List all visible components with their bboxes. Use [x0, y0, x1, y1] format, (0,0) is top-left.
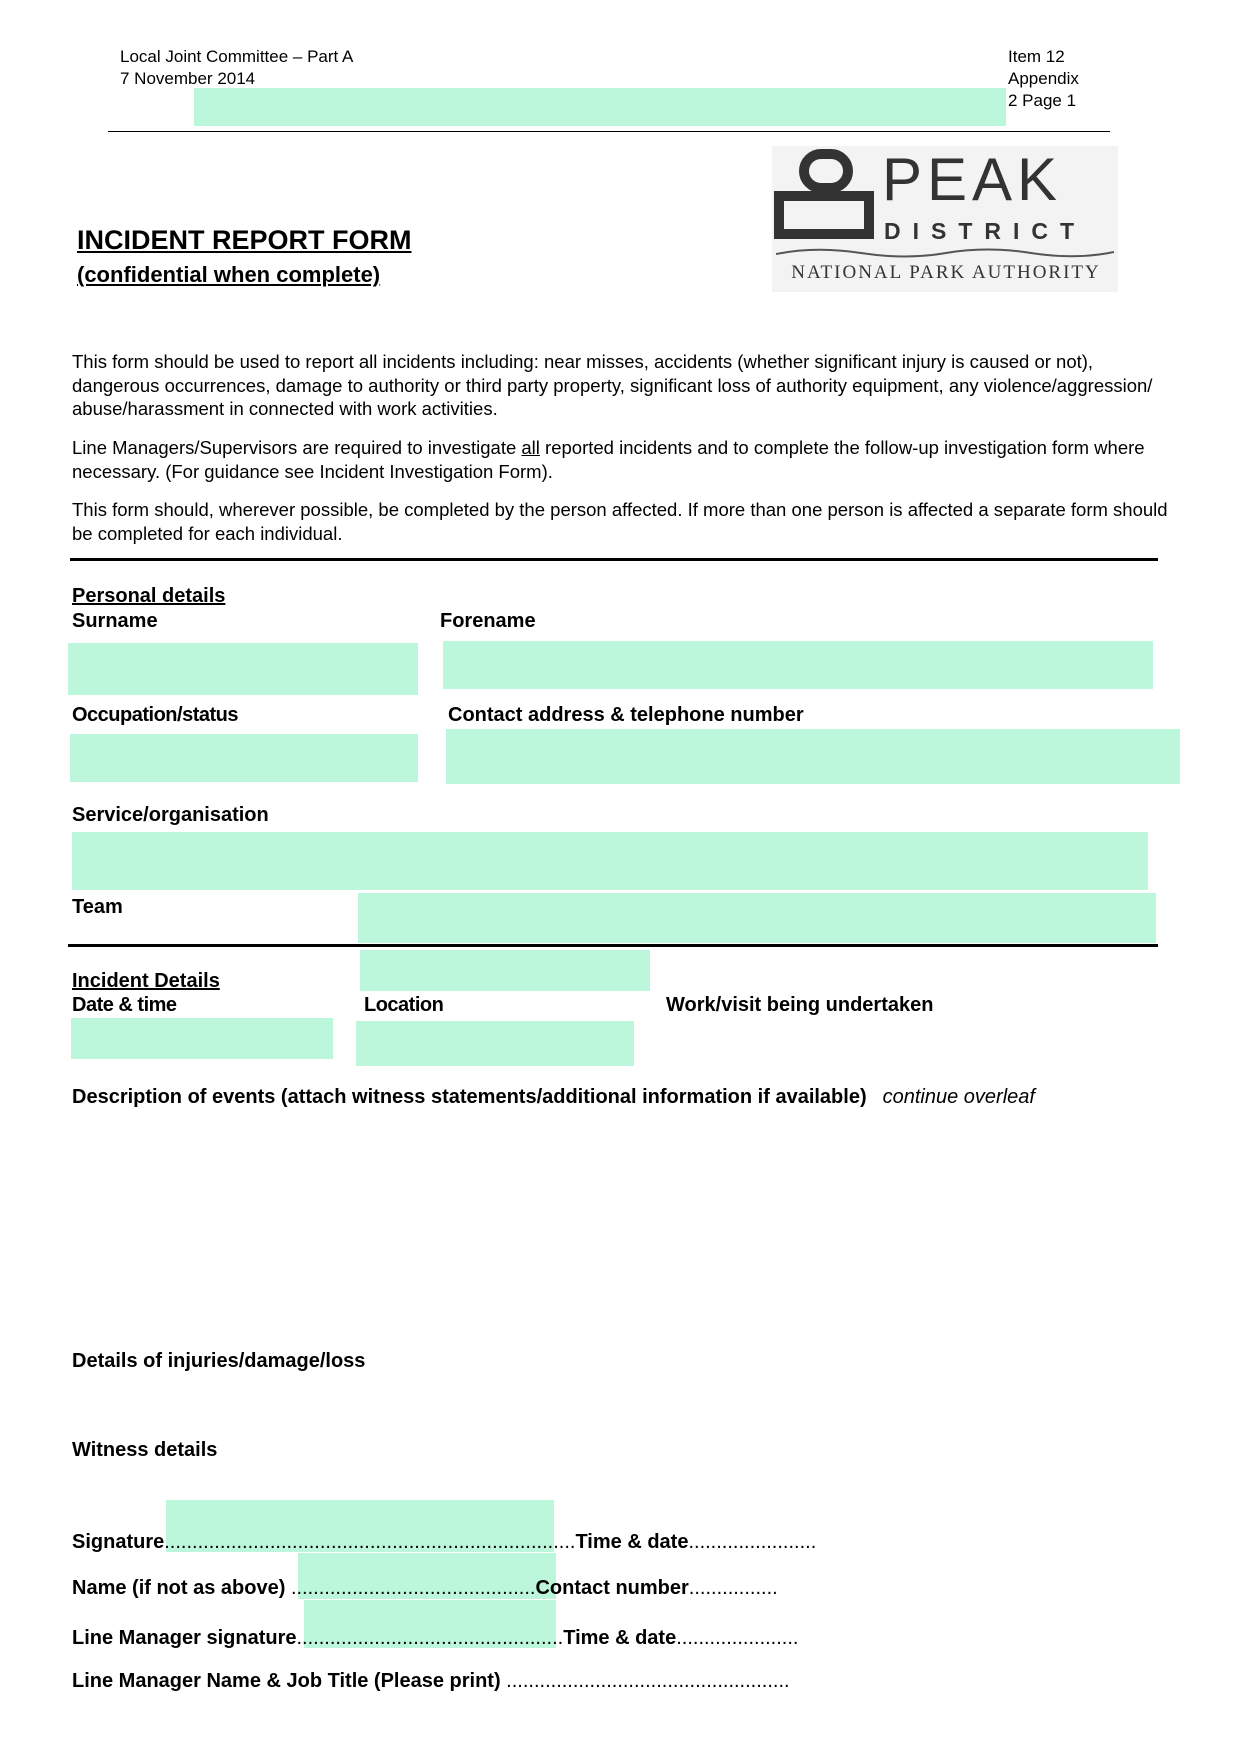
header-divider [108, 131, 1110, 132]
header-right [1008, 46, 1079, 112]
description-label: Description of events (attach witness statements/additional information if available) continue overleaf [72, 1086, 1035, 1108]
logo-emblem-icon [772, 146, 882, 242]
datetime-field[interactable] [71, 1018, 333, 1059]
occupation-field[interactable] [70, 734, 418, 782]
line-manager-signature-row: Line Manager signature................................................Time & date...................... [72, 1627, 799, 1649]
incident-extra-field[interactable] [360, 950, 650, 991]
forename-field[interactable] [443, 641, 1153, 689]
committee-label: Local Joint Committee – Part A [120, 47, 354, 66]
team-field[interactable] [358, 893, 1156, 943]
datetime-label: Date & time [72, 994, 177, 1016]
header-left [120, 46, 353, 90]
logo-peak-text: PEAK [882, 146, 1063, 213]
intro-paragraph-2: Line Managers/Supervisors are required to investigate all reported incidents and to complete the follow-up investigation form where necessary. (For guidance see Incident Investigation Form). [72, 437, 1145, 482]
surname-label: Surname [72, 610, 158, 632]
contact-address-field[interactable] [446, 729, 1180, 784]
incident-details-heading: Incident Details [72, 970, 220, 992]
page-number: 2 Page 1 [1008, 91, 1077, 110]
form-title: INCIDENT REPORT FORM [77, 225, 412, 255]
forename-label: Forename [440, 610, 536, 632]
logo-wave-icon [776, 246, 1114, 260]
signature-row: Signature..........................................................................Time & date....................... [72, 1531, 817, 1553]
form-subtitle: (confidential when complete) [77, 262, 381, 287]
intro-paragraph-3: This form should, wherever possible, be completed by the person affected. If more than one person is affected a separate form should be completed for each individual. [72, 499, 1168, 544]
contact-address-label: Contact address & telephone number [448, 704, 804, 726]
service-label: Service/organisation [72, 804, 269, 826]
header-redaction-field[interactable] [194, 88, 1006, 126]
witness-label: Witness details [72, 1439, 218, 1461]
injuries-label: Details of injuries/damage/loss [72, 1350, 366, 1372]
meeting-date: 7 November 2014 [120, 69, 256, 88]
item-number: Item 12 [1008, 47, 1065, 66]
line-manager-name-row: Line Manager Name & Job Title (Please print) ................................................... [72, 1670, 790, 1692]
peak-district-logo [772, 146, 1118, 292]
location-label: Location [364, 994, 444, 1016]
occupation-label: Occupation/status [72, 704, 238, 726]
section-divider-2 [68, 944, 1158, 947]
logo-authority-text: NATIONAL PARK AUTHORITY [791, 262, 1101, 283]
personal-details-heading: Personal details [72, 585, 226, 607]
location-field[interactable] [356, 1021, 634, 1066]
name-row: Name (if not as above) ............................................Contact number................ [72, 1577, 778, 1599]
section-divider-1 [70, 558, 1158, 561]
team-label: Team [72, 896, 123, 918]
work-visit-label: Work/visit being undertaken [666, 994, 934, 1016]
logo-district-text: DISTRICT [884, 218, 1087, 244]
intro-paragraph-1: This form should be used to report all incidents including: near misses, accidents (whether significant injury is caused or not), dangerous occurrences, damage to authority or third party property, significant loss of authority equipment, any violence/aggression/ abuse/harassment in connected with work activities. [72, 351, 1153, 419]
appendix-label: Appendix [1008, 69, 1079, 88]
surname-field[interactable] [68, 643, 418, 695]
service-field[interactable] [72, 832, 1148, 890]
continue-overleaf-note: continue overleaf [882, 1086, 1035, 1108]
